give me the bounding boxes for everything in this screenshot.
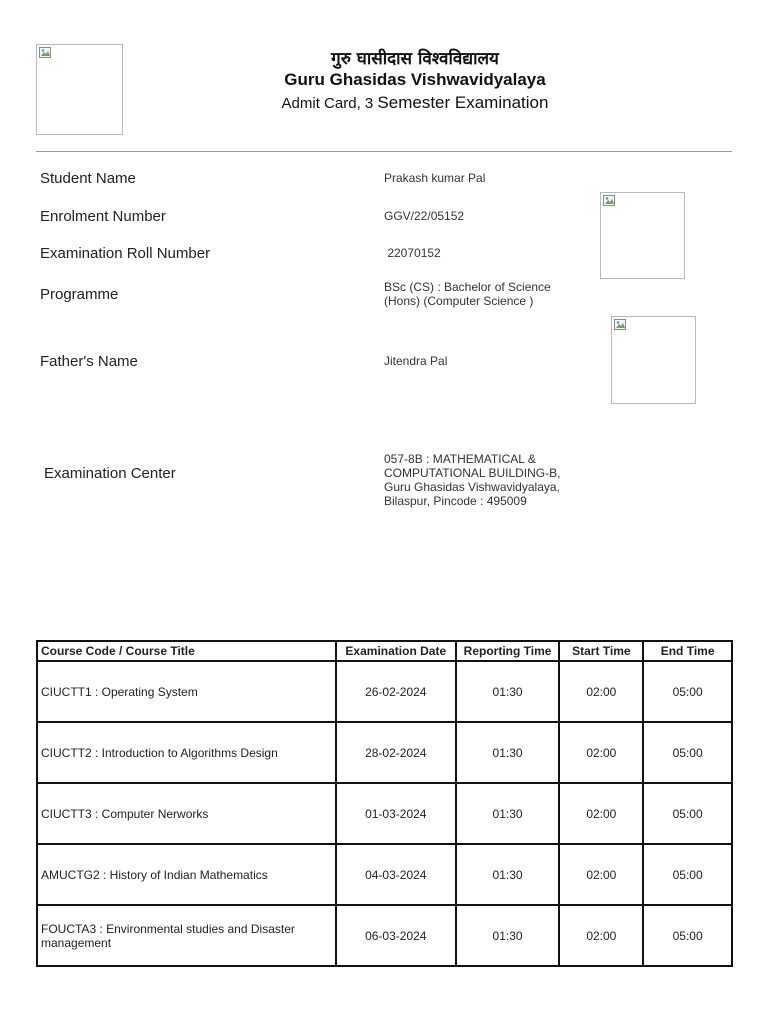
header-divider — [36, 151, 732, 152]
table-row — [37, 661, 732, 722]
end-time-cell: 05:00 — [643, 661, 732, 722]
enrolment-number-label: Enrolment Number — [40, 208, 166, 225]
start-time-cell: 02:00 — [559, 783, 643, 844]
table-header-row — [37, 641, 732, 661]
reporting-time-cell: 01:30 — [456, 905, 560, 966]
course-title-cell: FOUCTA3 : Environmental studies and Disaster management — [37, 905, 336, 966]
broken-image-icon — [39, 47, 53, 59]
roll-number-label: Examination Roll Number — [40, 245, 211, 262]
course-title-cell: AMUCTG2 : History of Indian Mathematics — [37, 844, 336, 905]
end-time-cell: 05:00 — [643, 722, 732, 783]
exam-date-cell: 01-03-2024 — [336, 783, 456, 844]
reporting-time-cell: 01:30 — [456, 783, 560, 844]
end-time-cell: 05:00 — [643, 905, 732, 966]
end-time-cell: 05:00 — [643, 844, 732, 905]
exam-date-cell: 04-03-2024 — [336, 844, 456, 905]
exam-center-value: 057-8B : MATHEMATICAL & COMPUTATIONAL BUILDING-B, Guru Ghasidas Vishwavidyalaya, Bilaspur, Pincode : 495009 — [384, 452, 561, 508]
column-header-course: Course Code / Course Title — [37, 641, 336, 661]
start-time-cell: 02:00 — [559, 844, 643, 905]
subtitle-prefix: Admit Card, 3 — [281, 95, 378, 112]
university-name-english: Guru Ghasidas Vishwavidyalaya — [284, 70, 546, 89]
table-row — [37, 844, 732, 905]
student-photo — [600, 192, 685, 279]
course-title-cell: CIUCTT1 : Operating System — [37, 661, 336, 722]
exam-center-label: Examination Center — [44, 465, 176, 482]
end-time-cell: 05:00 — [643, 783, 732, 844]
exam-schedule-table — [36, 640, 733, 967]
exam-date-cell: 26-02-2024 — [336, 661, 456, 722]
roll-number-value: 22070152 — [384, 246, 441, 260]
university-name-hindi: गुरु घासीदास विश्वविद्यालय — [331, 49, 499, 69]
reporting-time-cell: 01:30 — [456, 661, 560, 722]
course-title-cell: CIUCTT2 : Introduction to Algorithms Design — [37, 722, 336, 783]
exam-date-cell: 06-03-2024 — [336, 905, 456, 966]
column-header-start-time: Start Time — [559, 641, 643, 661]
table-row — [37, 905, 732, 966]
reporting-time-cell: 01:30 — [456, 722, 560, 783]
enrolment-number-value: GGV/22/05152 — [384, 209, 465, 223]
programme-label: Programme — [40, 286, 119, 303]
column-header-reporting-time: Reporting Time — [456, 641, 560, 661]
fathers-name-value: Jitendra Pal — [384, 354, 448, 368]
exam-date-cell: 28-02-2024 — [336, 722, 456, 783]
university-logo-image — [36, 44, 123, 135]
student-signature-image — [611, 316, 696, 404]
table-row — [37, 722, 732, 783]
table-row — [37, 783, 732, 844]
admit-card-subtitle — [240, 93, 590, 113]
column-header-end-time: End Time — [643, 641, 732, 661]
programme-value: BSc (CS) : Bachelor of Science (Hons) (Computer Science ) — [384, 280, 551, 308]
student-name-label: Student Name — [40, 170, 136, 187]
start-time-cell: 02:00 — [559, 905, 643, 966]
subtitle-exam: Semester Examination — [377, 93, 549, 112]
column-header-exam-date: Examination Date — [336, 641, 456, 661]
fathers-name-label: Father's Name — [40, 353, 138, 370]
reporting-time-cell: 01:30 — [456, 844, 560, 905]
start-time-cell: 02:00 — [559, 722, 643, 783]
course-title-cell: CIUCTT3 : Computer Nerworks — [37, 783, 336, 844]
broken-image-icon — [603, 195, 617, 207]
student-name-value: Prakash kumar Pal — [384, 171, 486, 185]
broken-image-icon — [614, 319, 628, 331]
start-time-cell: 02:00 — [559, 661, 643, 722]
